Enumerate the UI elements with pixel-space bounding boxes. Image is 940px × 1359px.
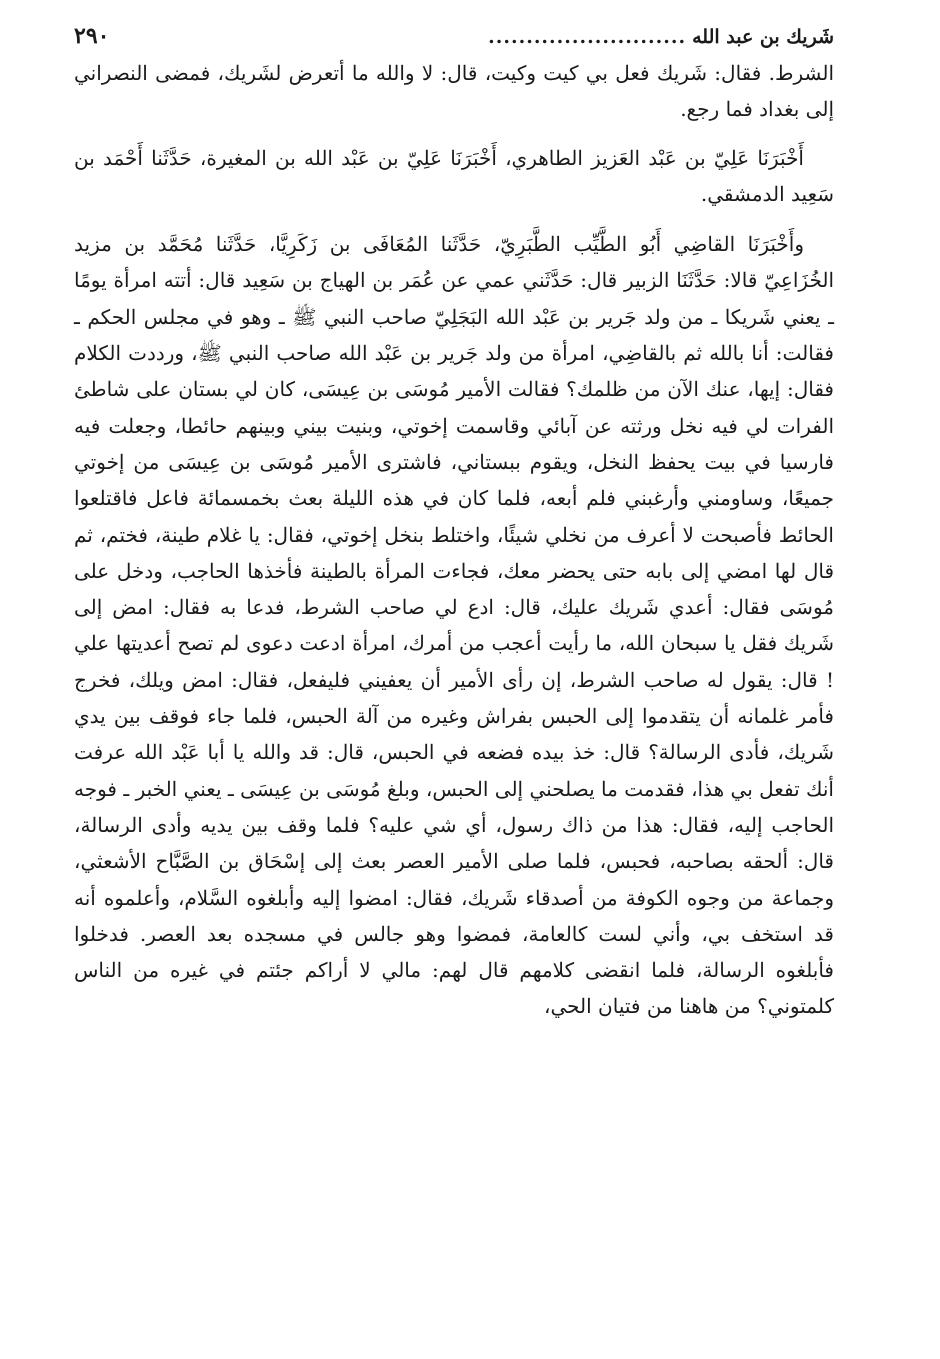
chapter-title: شَريك بن عبد الله <box>692 26 834 48</box>
paragraph-2: أَخْبَرَنَا عَلِيّ بن عَبْد العَزيز الطاهري، أَخْبَرَنَا عَلِيّ بن عَبْد الله بن المغيرة، حَدَّثَنا أَحْمَد بن سَعِيد الدمشقي. <box>74 145 834 206</box>
book-page <box>74 22 834 1025</box>
paragraph-3: وأَخْبَرَنَا القاضِي أَبُو الطَّيِّب الطَّبَرِيّ، حَدَّثَنا المُعَافَى بن زَكَرِيَّا، حَدَّثَنا مُحَمَّد بن مزيد الخُزَاعِيّ قالا: حَدَّثَنَا الزبير قال: حَدَّثَني عمي عن عُمَر بن الهياج بن سَعِيد قال: أتته امرأة يومًا ـ يعني شَريكا ـ من ولد جَرير بن عَبْد الله البَجَلِيّ صاحب النبي ﷺ ـ وهو في مجلس الحكم ـ فقالت: أنا بالله ثم بالقاضِي، امرأة من ولد جَرير بن عَبْد الله صاحب النبي ﷺ، ورددت الكلام فقال: إيها، عنك الآن من ظلمك؟ فقالت الأمير مُوسَى بن عِيسَى، كان لي بستان على شاطئ الفرات لي فيه نخل ورثته عن آبائي وقاسمت إخوتي، وبنيت بيني وبينهم حائطا، وجعلت فيه فارسيا في بيت يحفظ النخل، ويقوم ببستاني، فاشترى الأمير مُوسَى بن عِيسَى من إخوتي جميعًا، وساومني وأرغبني فلم أبعه، فلما كان في هذه الليلة بعث بخمسمائة فاعل فاقتلعوا الحائط فأصبحت لا أعرف من نخلي شيئًا، واختلط بنخل إخوتي، فقال: يا غلام طينة، فختم، ثم قال لها امضي إلى بابه حتى يحضر معك، فجاءت المرأة بالطينة فأخذها الحاجب، ودخل على مُوسَى فقال: أعدي شَريك عليك، قال: ادع لي صاحب الشرط، فدعا به فقال: امض إلى شَريك فقل يا سبحان الله، ما رأيت أعجب من أمرك، امرأة ادعت دعوى لم تصح أعديتها علي ! قال: يقول له صاحب الشرط، إن رأى الأمير أن يعفيني فليفعل، فقال: امض ويلك، فخرج فأمر غلمانه أن يتقدموا إلى الحبس بفراش وغيره من آلة الحبس، فلما جاء فوقف بين يدي شَريك، فأدى الرسالة؟ قال: خذ بيده فضعه في الحبس، قال: قد والله يا أبا عَبْد الله عرفت أنك تفعل بي هذا، فقدمت ما يصلحني إلى الحبس، وبلغ مُوسَى بن عِيسَى ـ يعني الخبر ـ فوجه الحاجب إليه، فقال: هذا من ذاك رسول، أي شي عليه؟ فلما وقف بين يديه وأدى الرسالة، قال: ألحقه بصاحبه، فحبس، فلما صلى الأمير العصر بعث إلى إسْحَاق بن الصَّبَّاح الأشعثي، وجماعة من وجوه الكوفة من أصدقاء شَريك، فقال: امضوا إليه وأبلغوه السَّلام، وأعلموه أنه قد استخف بي، وأني لست كالعامة، فمضوا وهو جالس في مسجده بعد العصر. فدخلوا فأبلغوه الرسالة، فلما انقضى كلامهم قال لهم: مالي لا أراكم جئتم في غيره من الناس كلمتوني؟ من هاهنا من فتيان الحي، <box>74 232 835 1019</box>
running-header <box>74 22 834 51</box>
header-title-group <box>488 23 834 51</box>
paragraph-1: الشرط. فقال: شَريك فعل بي كيت وكيت، قال: لا والله ما أتعرض لشَريك، فمضى النصراني إلى بغداد فما رجع. <box>74 61 834 122</box>
page-number: ٢٩٠ <box>74 23 110 49</box>
dot-leader: .......................... <box>488 26 687 48</box>
